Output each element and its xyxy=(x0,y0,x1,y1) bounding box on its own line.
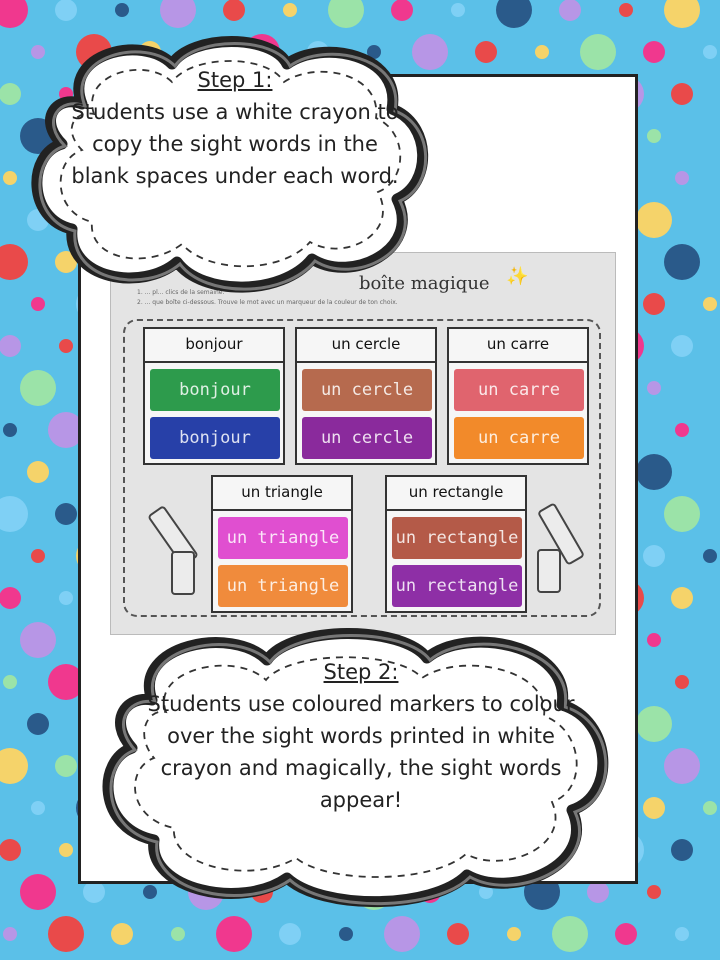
polka-dot xyxy=(0,748,28,784)
polka-dot xyxy=(647,633,661,647)
word-label: un carre xyxy=(449,329,587,363)
polka-dot xyxy=(223,0,245,21)
polka-dot xyxy=(20,370,56,406)
polka-dot xyxy=(675,927,689,941)
polka-dot xyxy=(171,927,185,941)
polka-dot xyxy=(643,41,665,63)
polka-dot xyxy=(636,202,672,238)
written-word: un carre xyxy=(478,428,560,448)
polka-dot xyxy=(0,83,21,105)
step2-title: Step 2: xyxy=(323,660,399,684)
polka-dot xyxy=(671,839,693,861)
polka-dot xyxy=(664,244,700,280)
polka-dot xyxy=(391,0,413,21)
polka-dot xyxy=(31,297,45,311)
polka-dot xyxy=(664,496,700,532)
written-word: un rectangle xyxy=(395,576,519,596)
step1-description: Students use a white crayon to copy the sight words in the blank spaces under each word. xyxy=(71,100,399,188)
polka-dot xyxy=(55,503,77,525)
colored-row-1 xyxy=(302,369,432,411)
polka-dot xyxy=(580,34,616,70)
written-word: un rectangle xyxy=(395,528,519,548)
word-label: un cercle xyxy=(297,329,435,363)
written-word: bonjour xyxy=(179,380,251,400)
step2-text-block xyxy=(138,656,584,816)
polka-dot xyxy=(55,755,77,777)
polka-dot xyxy=(339,927,353,941)
polka-dot xyxy=(48,916,84,952)
written-word: un triangle xyxy=(226,576,340,596)
word-card-un-rectangle xyxy=(385,475,527,613)
polka-dot xyxy=(552,916,588,952)
polka-dot xyxy=(496,0,532,28)
worksheet-instruction-1: 1. ... pl... clics de la semaine. xyxy=(137,289,225,296)
step2-description: Students use coloured markers to colour over the sight words printed in white crayon and magically, the sight words appear! xyxy=(147,692,575,812)
polka-dot xyxy=(647,129,661,143)
written-word: un cercle xyxy=(320,380,414,400)
polka-dot xyxy=(671,335,693,357)
colored-row-1 xyxy=(454,369,584,411)
step1-title: Step 1: xyxy=(197,68,273,92)
polka-dot xyxy=(703,549,717,563)
colored-row-2 xyxy=(392,565,522,607)
polka-dot xyxy=(31,801,45,815)
polka-dot xyxy=(384,916,420,952)
polka-dot xyxy=(703,45,717,59)
polka-dot xyxy=(664,0,700,28)
polka-dot xyxy=(451,3,465,17)
written-word: bonjour xyxy=(179,428,251,448)
polka-dot xyxy=(31,549,45,563)
polka-dot xyxy=(671,587,693,609)
polka-dot xyxy=(0,587,21,609)
polka-dot xyxy=(0,335,21,357)
polka-dot xyxy=(636,454,672,490)
polka-dot xyxy=(559,0,581,21)
colored-row-2 xyxy=(454,417,584,459)
polka-dot xyxy=(675,171,689,185)
word-card-un-cercle xyxy=(295,327,437,465)
word-label: un triangle xyxy=(213,477,351,511)
colored-row-2 xyxy=(218,565,348,607)
polka-dot xyxy=(643,797,665,819)
polka-dot xyxy=(675,675,689,689)
polka-dot xyxy=(0,496,28,532)
polka-dot xyxy=(0,839,21,861)
polka-dot xyxy=(27,713,49,735)
word-card-un-triangle xyxy=(211,475,353,613)
marker-cap-icon xyxy=(537,549,561,593)
polka-dot xyxy=(27,461,49,483)
colored-row-2 xyxy=(302,417,432,459)
written-word: un carre xyxy=(478,380,560,400)
word-label: bonjour xyxy=(145,329,283,363)
polka-dot xyxy=(475,41,497,63)
polka-dot xyxy=(3,927,17,941)
polka-dot xyxy=(675,423,689,437)
polka-dot xyxy=(55,0,77,21)
polka-dot xyxy=(671,83,693,105)
word-label: un rectangle xyxy=(387,477,525,511)
polka-dot xyxy=(636,706,672,742)
polka-dot xyxy=(216,916,252,952)
written-word: un triangle xyxy=(226,528,340,548)
worksheet-instruction-2: 2. ... que boîte ci-dessous. Trouve le mot avec un marqueur de la couleur de ton choix. xyxy=(137,299,398,306)
polka-dot xyxy=(3,675,17,689)
worksheet-photo xyxy=(110,252,616,635)
magic-wand-icon: ✨ xyxy=(506,266,529,287)
polka-dot xyxy=(643,545,665,567)
polka-dot xyxy=(328,0,364,28)
polka-dot xyxy=(20,874,56,910)
polka-dot xyxy=(111,923,133,945)
colored-row-1 xyxy=(218,517,348,559)
polka-dot xyxy=(615,923,637,945)
polka-dot xyxy=(3,171,17,185)
polka-dot xyxy=(647,381,661,395)
word-card-bonjour xyxy=(143,327,285,465)
colored-row-1 xyxy=(392,517,522,559)
colored-row-1 xyxy=(150,369,280,411)
polka-dot xyxy=(59,843,73,857)
word-card-un-carre xyxy=(447,327,589,465)
polka-dot xyxy=(507,927,521,941)
polka-dot xyxy=(703,801,717,815)
colored-row-2 xyxy=(150,417,280,459)
polka-dot xyxy=(643,293,665,315)
polka-dot xyxy=(703,297,717,311)
polka-dot xyxy=(0,0,28,28)
polka-dot xyxy=(160,0,196,28)
written-word: un cercle xyxy=(320,428,414,448)
polka-dot xyxy=(283,3,297,17)
polka-dot xyxy=(664,748,700,784)
marker-cap-icon xyxy=(171,551,195,595)
polka-dot xyxy=(279,923,301,945)
polka-dot xyxy=(619,3,633,17)
polka-dot xyxy=(3,423,17,437)
polka-dot xyxy=(59,339,73,353)
worksheet-title: boîte magique xyxy=(359,273,490,294)
step1-text-block xyxy=(70,64,400,192)
polka-dot xyxy=(20,622,56,658)
polka-dot xyxy=(115,3,129,17)
polka-dot xyxy=(447,923,469,945)
polka-dot xyxy=(647,885,661,899)
polka-dot xyxy=(535,45,549,59)
polka-dot xyxy=(59,591,73,605)
